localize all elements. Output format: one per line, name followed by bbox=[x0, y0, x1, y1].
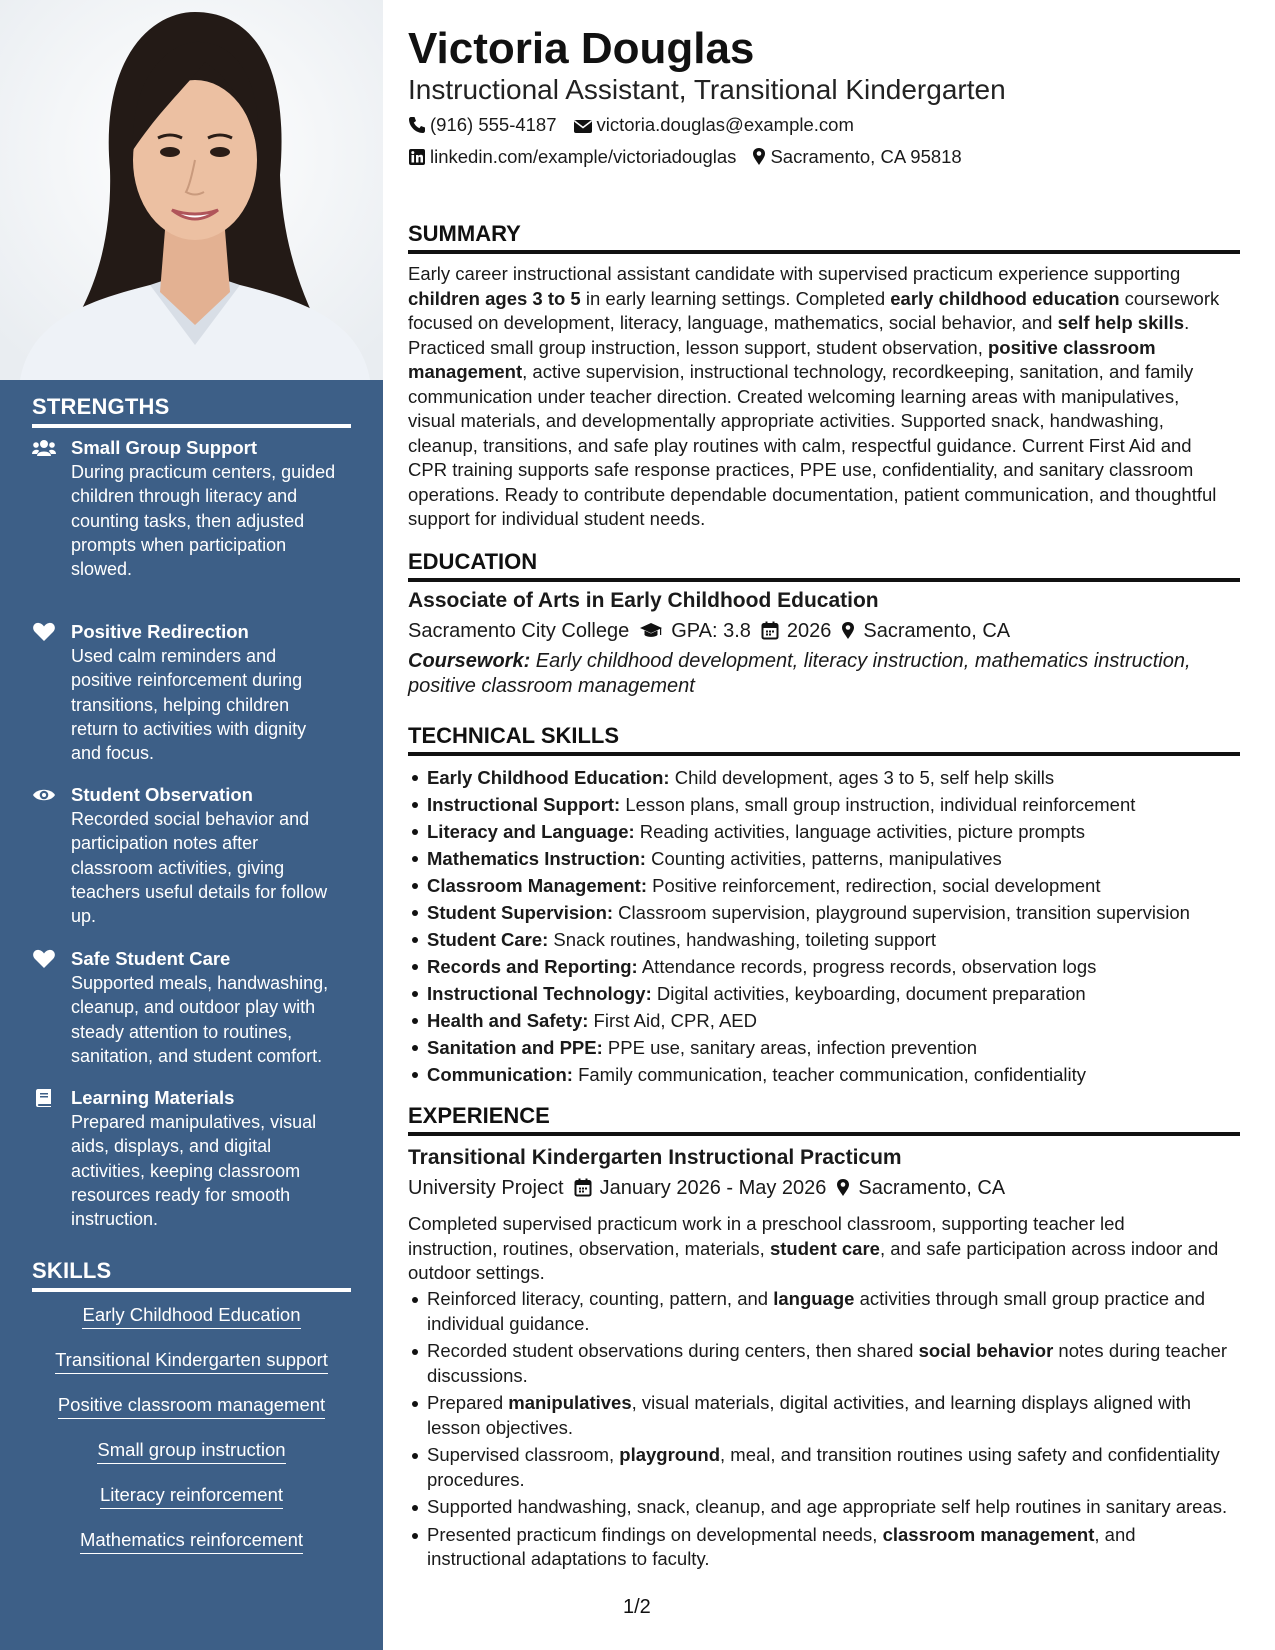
graduation-year: 2026 bbox=[786, 620, 832, 642]
strength-item bbox=[32, 620, 352, 765]
skill-tag: Early Childhood Education bbox=[32, 1303, 351, 1329]
list-item: Mathematics Instruction: Counting activities, patterns, manipulatives bbox=[427, 845, 1259, 872]
strength-title: Learning Materials bbox=[71, 1087, 235, 1108]
list-item: Early Childhood Education: Child development, ages 3 to 5, self help skills bbox=[427, 764, 1259, 791]
strength-title: Student Observation bbox=[71, 784, 253, 805]
location-pin-icon bbox=[752, 147, 766, 166]
strength-description: Used calm reminders and positive reinforcement during transitions, helping children return to activities with dignity and focus. bbox=[71, 646, 307, 764]
strength-item bbox=[32, 783, 352, 928]
phone-icon bbox=[408, 116, 426, 134]
linkedin-icon bbox=[408, 148, 426, 166]
envelope-icon bbox=[573, 118, 593, 134]
date-range: January 2026 - May 2026 bbox=[599, 1177, 827, 1199]
list-item: Supported handwashing, snack, cleanup, and age appropriate self help routines in sanitary areas. bbox=[427, 1495, 1259, 1520]
list-item: Student Supervision: Classroom supervision, playground supervision, transition supervision bbox=[427, 899, 1259, 926]
skill-tag: Transitional Kindergarten support bbox=[32, 1348, 351, 1374]
technical-skills-heading: TECHNICAL SKILLS bbox=[408, 722, 1240, 756]
linkedin-link[interactable]: linkedin.com/example/victoriadouglas bbox=[430, 146, 737, 167]
strength-description: Prepared manipulatives, visual aids, displays, and digital activities, keeping classroom resources ready for smooth instruction. bbox=[71, 1112, 317, 1230]
phone-text[interactable]: (916) 555-4187 bbox=[430, 114, 557, 135]
strength-description: Recorded social behavior and participation notes after classroom activities, giving teachers useful details for follow up. bbox=[71, 809, 328, 927]
skill-tag: Mathematics reinforcement bbox=[32, 1528, 351, 1554]
list-item: Reinforced literacy, counting, pattern, and language activities through small group practice and individual guidance. bbox=[427, 1287, 1259, 1336]
strength-description: During practicum centers, guided children through literacy and counting tasks, then adjusted prompts when participation slowed. bbox=[71, 462, 336, 580]
organization: University Project bbox=[408, 1177, 564, 1199]
candidate-title: Instructional Assistant, Transitional Kindergarten bbox=[408, 74, 1006, 105]
school-name: Sacramento City College bbox=[408, 620, 630, 642]
summary-text: Early career instructional assistant candidate with supervised practicum experience supporting children ages 3 to 5 in early learning settings. Completed early childhood education coursework focused on development, literacy, language, mathematics, social behavior, and self help skills. Practiced small group instruction, lesson support, student observation, positive classroom management, active supervision, instructional technology, recordkeeping, sanitation, and family communication under teacher direction. Created welcoming learning areas with manipulatives, visual materials, and developmentally appropriate activities. Supported snack, handwashing, cleanup, transitions, and safe play routines with calm, respectful guidance. Current First Aid and CPR training supports safe response practices, PPE use, confidentiality, and sanitary classroom operations. Ready to contribute dependable documentation, patient communication, and thoughtful support for individual student needs. bbox=[408, 263, 1220, 529]
heart-icon bbox=[32, 949, 56, 969]
gpa-text: GPA: 3.8 bbox=[671, 620, 751, 642]
heart-icon bbox=[32, 622, 56, 642]
school-location: Sacramento, CA bbox=[863, 620, 1011, 642]
list-item: Student Care: Snack routines, handwashing, toileting support bbox=[427, 926, 1259, 953]
list-item: Communication: Family communication, teacher communication, confidentiality bbox=[427, 1061, 1259, 1088]
list-item: Prepared manipulatives, visual materials, digital activities, and learning displays aligned with lesson objectives. bbox=[427, 1391, 1259, 1440]
location-pin-icon bbox=[841, 621, 855, 640]
list-item: Literacy and Language: Reading activities, language activities, picture prompts bbox=[427, 818, 1259, 845]
technical-skills-list bbox=[408, 764, 1259, 1088]
list-item: Records and Reporting: Attendance records, progress records, observation logs bbox=[427, 953, 1259, 980]
profile-photo bbox=[0, 0, 383, 380]
coursework: Coursework: Early childhood development, literacy instruction, mathematics instruction, positive classroom management bbox=[408, 650, 1191, 697]
summary-heading: SUMMARY bbox=[408, 220, 1240, 254]
education-meta bbox=[408, 617, 1010, 645]
list-item: Supervised classroom, playground, meal, and transition routines using safety and confidentiality procedures. bbox=[427, 1443, 1259, 1492]
list-item: Recorded student observations during centers, then shared social behavior notes during teacher discussions. bbox=[427, 1339, 1259, 1388]
skill-tag: Literacy reinforcement bbox=[32, 1483, 351, 1509]
strength-title: Positive Redirection bbox=[71, 621, 249, 642]
skills-list bbox=[32, 1303, 351, 1573]
list-item: Instructional Support: Lesson plans, small group instruction, individual reinforcement bbox=[427, 791, 1259, 818]
strength-item bbox=[32, 1086, 352, 1231]
experience-bullets bbox=[408, 1287, 1259, 1575]
list-item: Health and Safety: First Aid, CPR, AED bbox=[427, 1007, 1259, 1034]
job-title: Transitional Kindergarten Instructional Practicum bbox=[408, 1146, 902, 1169]
experience-heading: EXPERIENCE bbox=[408, 1102, 1240, 1136]
experience-meta bbox=[408, 1174, 1005, 1202]
users-icon bbox=[32, 438, 56, 458]
strength-description: Supported meals, handwashing, cleanup, and outdoor play with steady attention to routines, sanitation, and student comfort. bbox=[71, 973, 329, 1066]
contact-row bbox=[408, 113, 854, 137]
skill-tag: Positive classroom management bbox=[32, 1393, 351, 1419]
location-text: Sacramento, CA 95818 bbox=[770, 146, 962, 167]
list-item: Sanitation and PPE: PPE use, sanitary areas, infection prevention bbox=[427, 1034, 1259, 1061]
candidate-name: Victoria Douglas bbox=[408, 24, 755, 73]
contact-row bbox=[408, 145, 962, 169]
list-item: Instructional Technology: Digital activities, keyboarding, document preparation bbox=[427, 980, 1259, 1007]
degree-title: Associate of Arts in Early Childhood Education bbox=[408, 589, 879, 612]
skills-heading: SKILLS bbox=[32, 1258, 351, 1292]
strength-title: Small Group Support bbox=[71, 437, 258, 458]
experience-intro: Completed supervised practicum work in a preschool classroom, supporting teacher led instruction, routines, observation, materials, student care, and safe participation across indoor and outdoor settings. bbox=[408, 1213, 1219, 1283]
strength-item bbox=[32, 436, 352, 581]
location-pin-icon bbox=[836, 1178, 850, 1197]
email-link[interactable]: victoria.douglas@example.com bbox=[596, 114, 854, 135]
page-number: 1/2 bbox=[623, 1596, 651, 1618]
graduation-cap-icon bbox=[639, 622, 663, 640]
strengths-heading: STRENGTHS bbox=[32, 394, 351, 428]
education-heading: EDUCATION bbox=[408, 548, 1240, 582]
skill-tag: Small group instruction bbox=[32, 1438, 351, 1464]
strength-item bbox=[32, 947, 352, 1068]
calendar-icon bbox=[761, 621, 779, 640]
list-item: Classroom Management: Positive reinforcement, redirection, social development bbox=[427, 872, 1259, 899]
list-item: Presented practicum findings on developmental needs, classroom management, and instructional adaptations to faculty. bbox=[427, 1523, 1259, 1572]
book-icon bbox=[32, 1088, 56, 1108]
strength-title: Safe Student Care bbox=[71, 948, 231, 969]
sidebar bbox=[0, 0, 383, 1650]
calendar-icon bbox=[574, 1178, 592, 1197]
job-location: Sacramento, CA bbox=[858, 1177, 1006, 1199]
eye-icon bbox=[32, 785, 56, 805]
